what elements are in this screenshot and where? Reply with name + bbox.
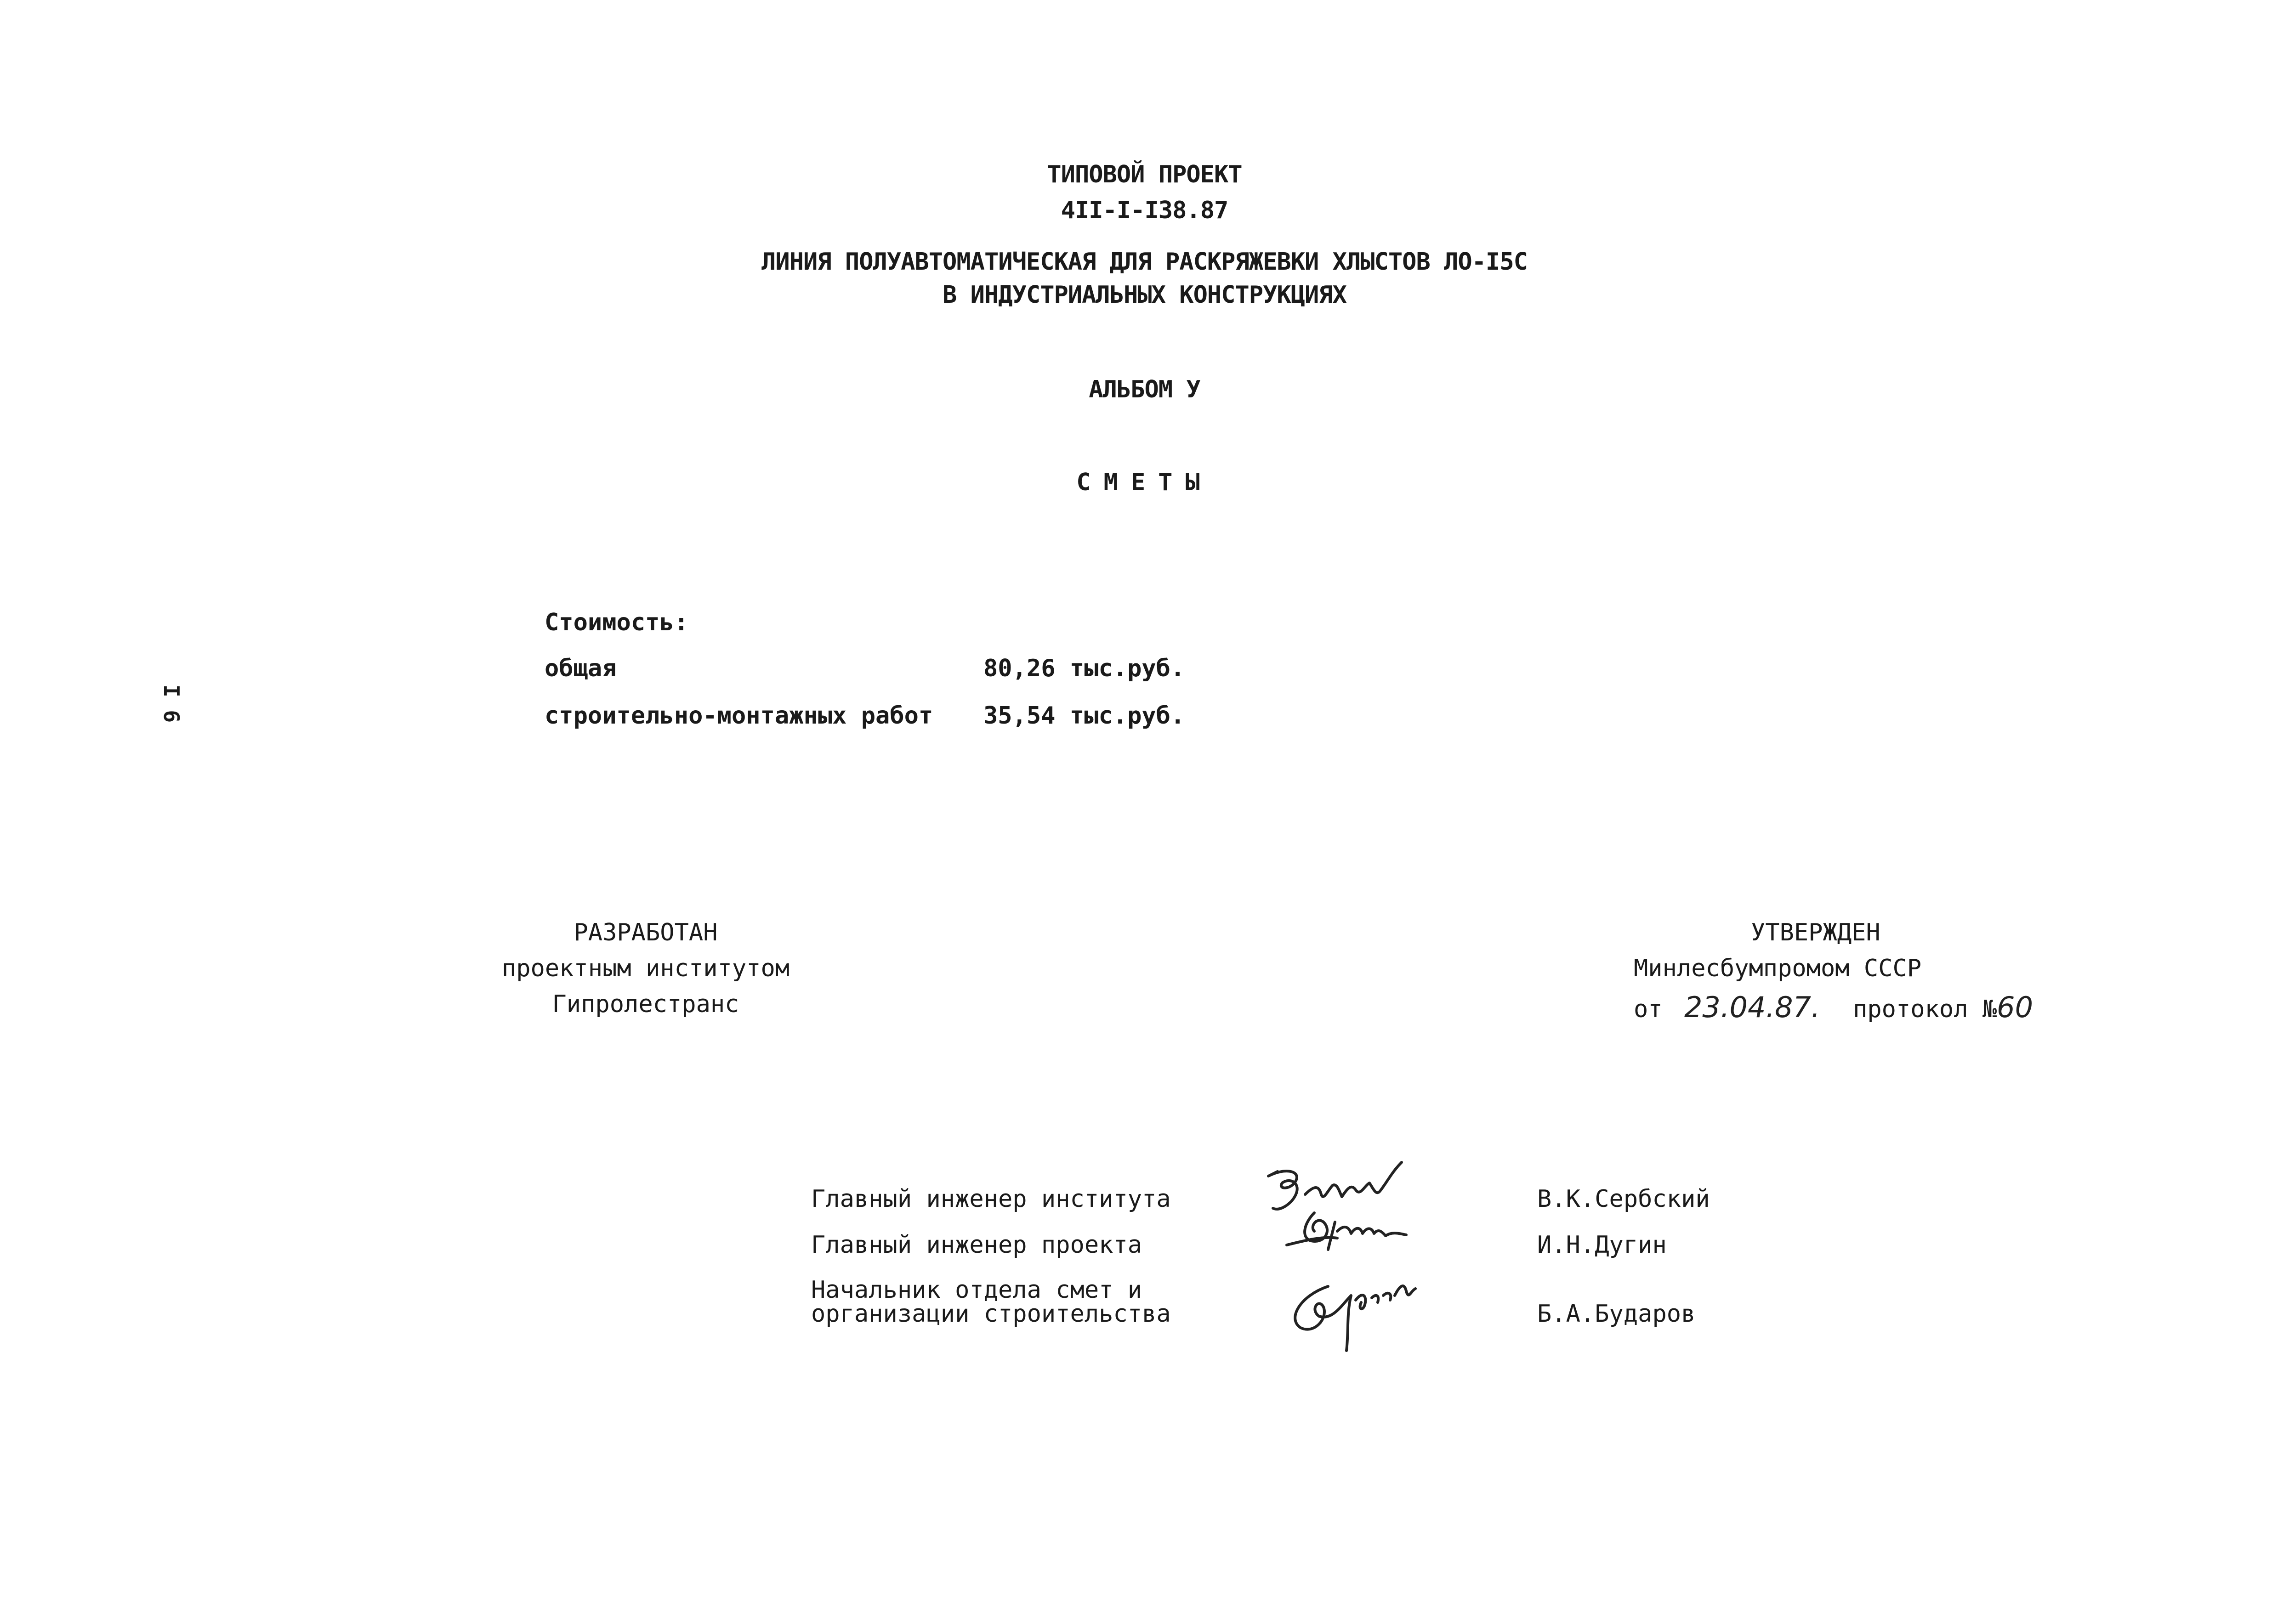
project-type-title: ТИПОВОЙ ПРОЕКТ — [1047, 161, 1242, 188]
approved-by: Минлесбумпромом СССР — [1634, 955, 1922, 982]
approval-date: 23.04.87. — [1684, 990, 1820, 1024]
signer-role-1: Главный инженер института — [811, 1185, 1171, 1213]
developer-institute: Гипролестранс — [552, 990, 739, 1018]
cost-construction-label: строительно-монтажных работ — [545, 702, 933, 730]
margin-mark: I 6 — [159, 685, 184, 723]
signer-role-3-line2: организации строительства — [811, 1300, 1171, 1328]
cost-heading: Стоимость: — [545, 609, 689, 636]
developed-by: проектным институтом — [501, 955, 790, 982]
signature-3 — [1295, 1286, 1415, 1351]
cost-total-value: 80,26 тыс.руб. — [983, 655, 1185, 682]
approval-date-line — [1634, 990, 2033, 1024]
signer-name-1: В.К.Сербский — [1537, 1185, 1710, 1213]
signer-role-3-line1: Начальник отдела смет и — [811, 1276, 1142, 1304]
signature-1 — [1268, 1162, 1402, 1209]
signer-role-2: Главный инженер проекта — [811, 1231, 1142, 1259]
developed-heading: РАЗРАБОТАН — [574, 919, 718, 946]
signer-name-3: Б.А.Бударов — [1537, 1300, 1696, 1328]
approved-heading: УТВЕРЖДЕН — [1751, 919, 1880, 946]
signature-2 — [1287, 1213, 1406, 1250]
cost-total-label: общая — [545, 655, 617, 682]
cost-construction-value: 35,54 тыс.руб. — [983, 702, 1185, 730]
section-title: СМЕТЫ — [1076, 469, 1213, 496]
handwritten-signatures — [1259, 1158, 1498, 1364]
project-name-line1: ЛИНИЯ ПОЛУАВТОМАТИЧЕСКАЯ ДЛЯ РАСКРЯЖЕВКИ ХЛЫСТОВ ЛО-I5С — [761, 248, 1528, 276]
project-name-line2: В ИНДУСТРИАЛЬНЫХ КОНСТРУКЦИЯХ — [943, 281, 1346, 309]
signer-name-2: И.Н.Дугин — [1537, 1231, 1667, 1259]
album-title: АЛЬБОМ У — [1089, 376, 1200, 403]
approval-date-prefix: от — [1634, 996, 1663, 1023]
signer-role-3 — [811, 1278, 1171, 1326]
protocol-number: 60 — [1997, 990, 2033, 1024]
project-number: 4II-I-I38.87 — [1061, 197, 1228, 224]
protocol-label: протокол № — [1853, 996, 1997, 1023]
